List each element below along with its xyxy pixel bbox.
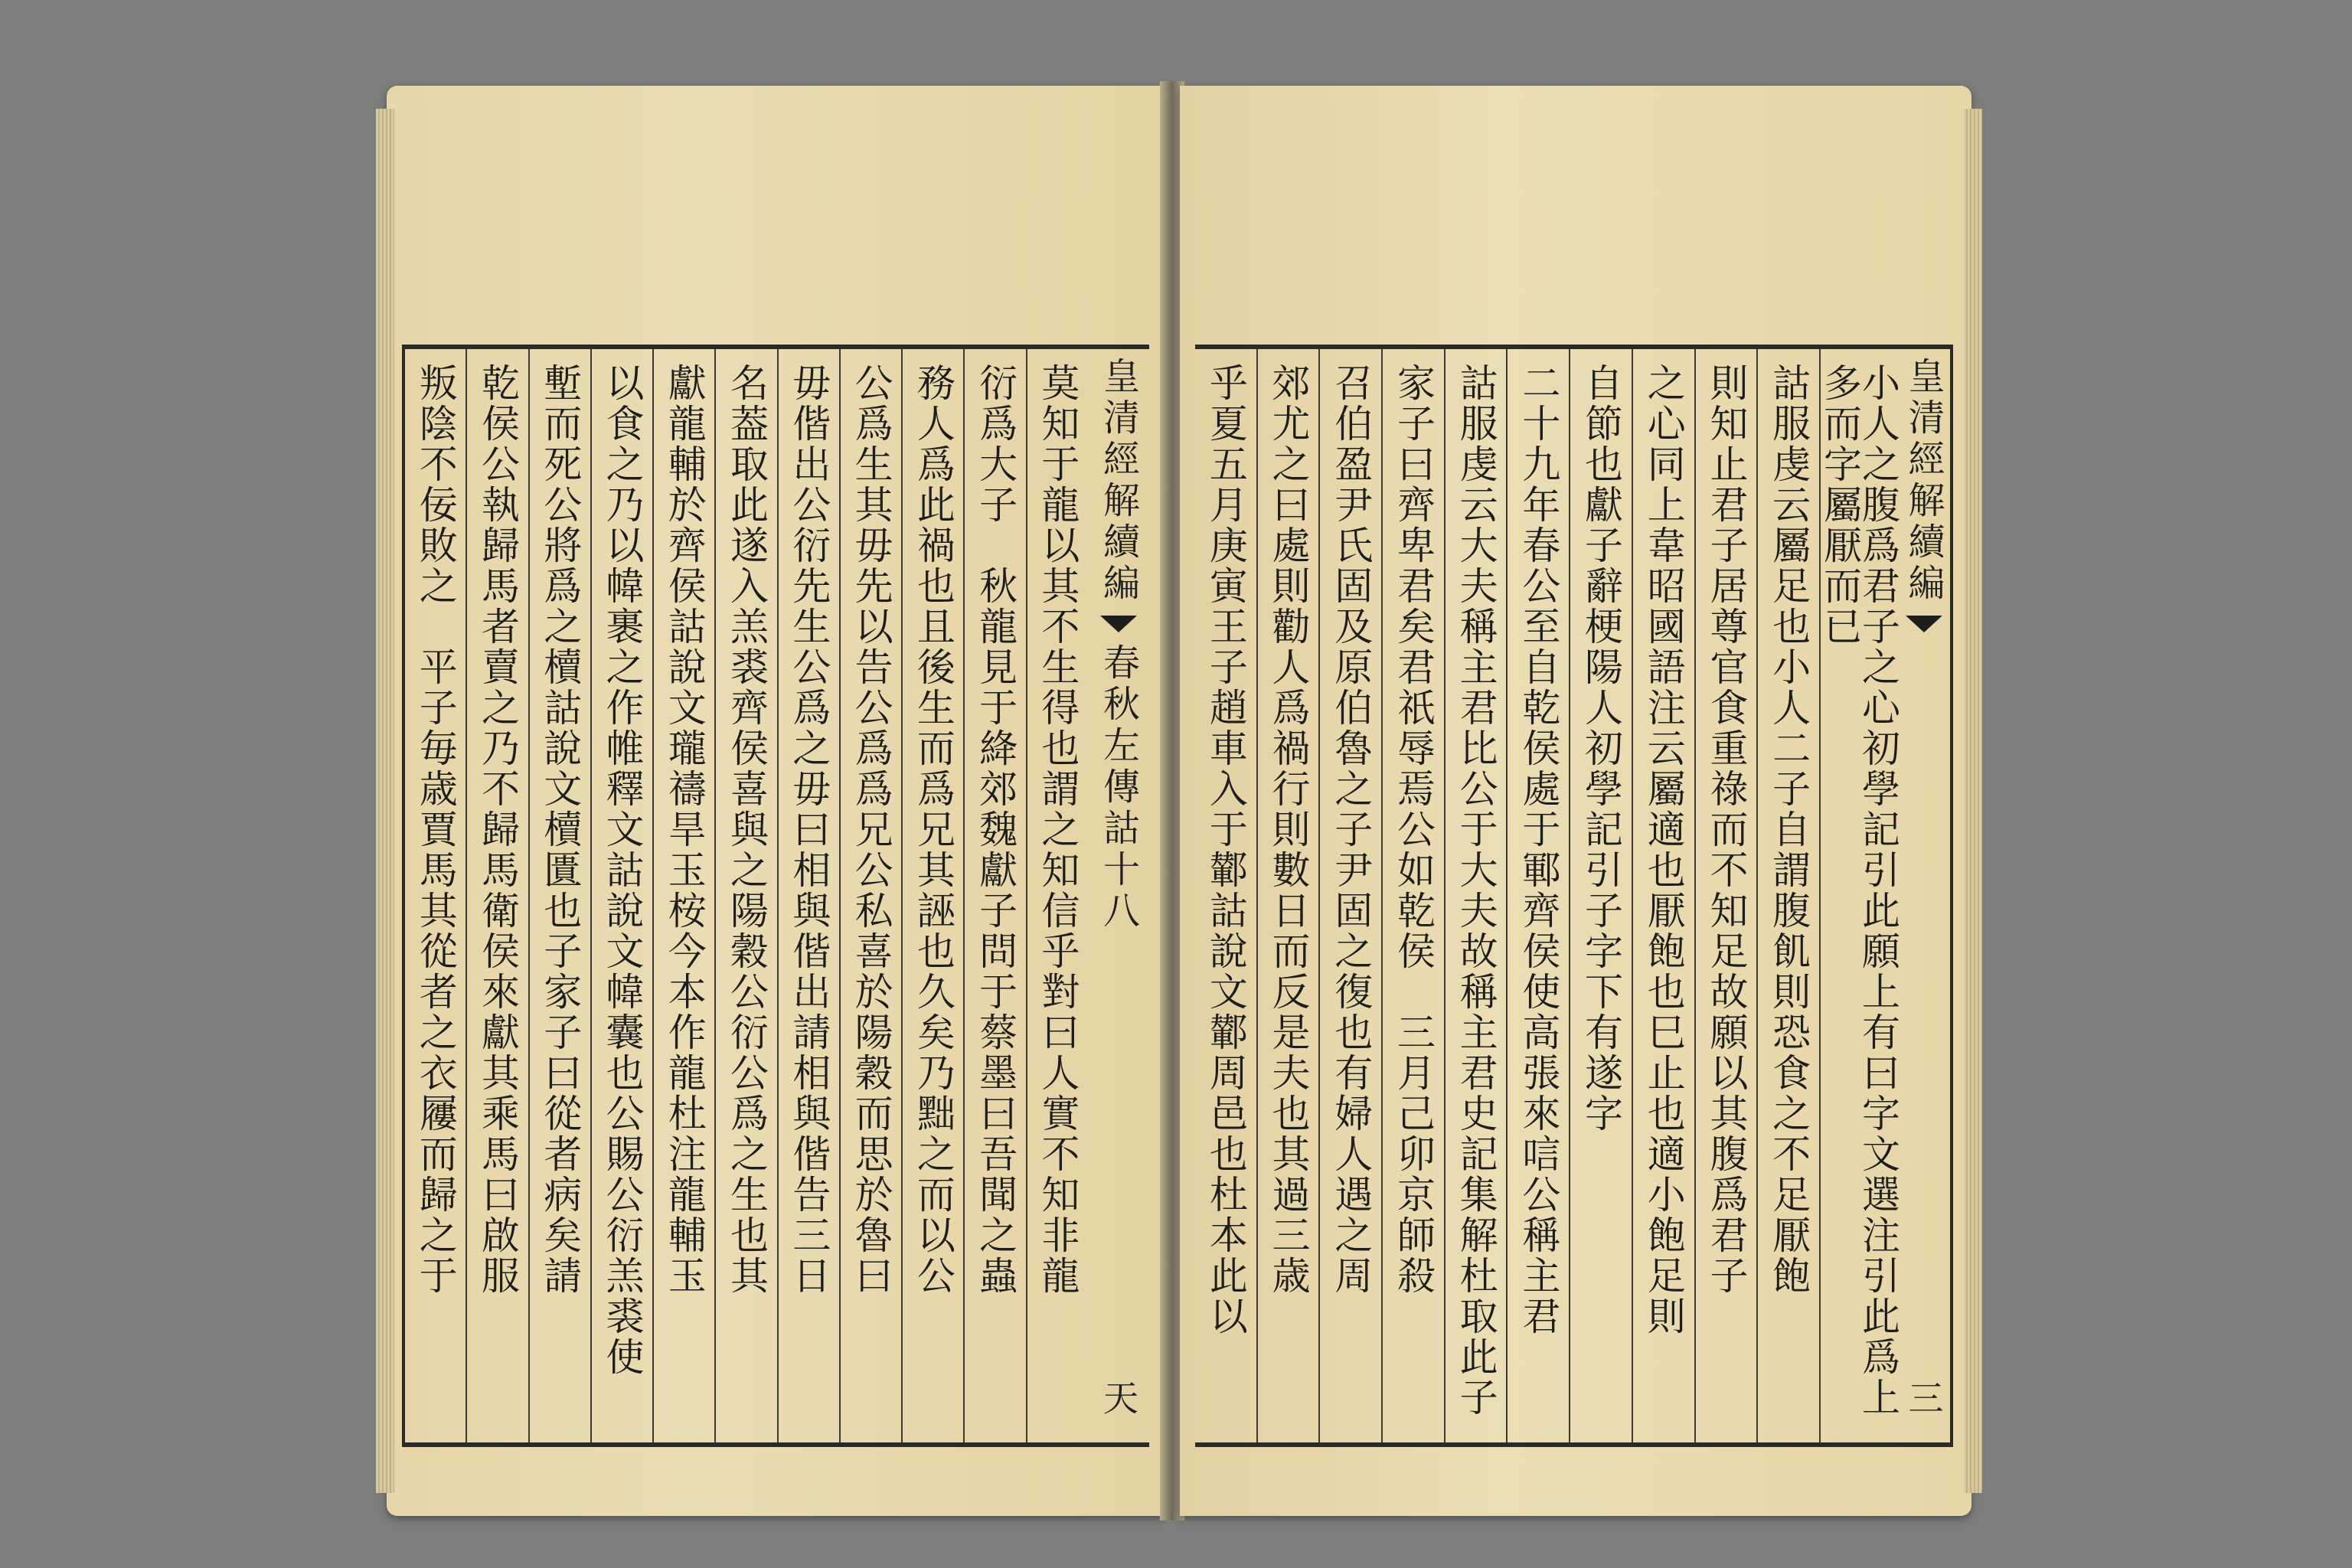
margin-title: 皇清經解續編 [1096, 357, 1140, 605]
text-column: 則知止君子居尊官食重祿而不知足故願以其腹爲君子 [1694, 349, 1757, 1442]
left-page-columns [405, 349, 1149, 1442]
text-column: 乎夏五月庚寅王子趙車入于鄻詁說文鄻周邑也杜本此以 [1203, 363, 1248, 1337]
open-book [387, 86, 1971, 1516]
text-column: 務人爲此禍也且後生而爲兄其誣也久矣乃黜之而以公 [901, 349, 963, 1442]
text-column: 乾侯公執歸馬者賣之乃不歸馬衛侯來獻其乘馬曰啟服 [466, 349, 528, 1442]
page-edges-right [1964, 109, 1982, 1493]
text-column: 莫知于龍以其不生得也謂之知信乎對曰人實不知非龍 [1026, 349, 1088, 1442]
fishtail-mark-icon [1100, 616, 1137, 632]
text-column: 塹而死公將爲之櫝詁說文櫝匱也子家子曰從者病矣請 [528, 349, 590, 1442]
text-column: 自節也獻子辭梗陽人初學記引子字下有遂字 [1569, 349, 1632, 1442]
leaf-number: 天 [1098, 1380, 1139, 1419]
margin-section: 春秋左傳詁十八 [1096, 643, 1140, 933]
text-column: 叛陰不佞敗之 平子毎歳賈馬其從者之衣屨而歸之于 [413, 363, 458, 1296]
text-column: 郊尤之曰處則勸人爲禍行則數日而反是夫也其過三歳 [1256, 349, 1319, 1442]
page-edges-left [376, 109, 394, 1493]
text-column: 詁服虔云屬足也小人二子自謂腹飢則恐食之不足厭飽 [1756, 349, 1819, 1442]
left-page-margin-column [1088, 349, 1149, 1442]
text-column: 召伯盈尹氏固及原伯魯之子尹固之復也有婦人遇之周 [1318, 349, 1381, 1442]
margin-title: 皇清經解續編 [1902, 357, 1945, 605]
right-page [1180, 86, 1971, 1516]
text-column: 以食之乃以幃裹之作帷釋文詁說文幃囊也公賜公衍羔裘使 [590, 349, 652, 1442]
text-column: 毋偕出公衍先生公爲之毋曰相與偕出請相與偕告三日 [777, 349, 839, 1442]
text-column: 家子曰齊卑君矣君祇辱焉公如乾侯 三月己卯京師殺 [1381, 349, 1444, 1442]
leaf-number: 三 [1903, 1380, 1945, 1419]
text-column: 二十九年春公至自乾侯處于鄆齊侯使高張來唁公稱主君 [1506, 349, 1569, 1442]
right-page-columns [1195, 349, 1950, 1442]
right-page-margin-column [1897, 349, 1950, 1442]
text-column: 名葢取此遂入羔裘齊侯喜與之陽穀公衍公爲之生也其 [714, 349, 776, 1442]
text-column: 詁服虔云大夫稱主君比公于大夫故稱主君史記集解杜取此子 [1444, 349, 1507, 1442]
text-column: 公爲生其毋先以告公爲爲兄公私喜於陽穀而思於魯曰 [839, 349, 901, 1442]
left-page-frame [402, 345, 1149, 1447]
fishtail-mark-icon [1906, 616, 1942, 632]
text-column: 衍爲大子 秋龍見于絳郊魏獻子問于蔡墨曰吾聞之蟲 [963, 349, 1025, 1442]
right-page-frame [1195, 345, 1953, 1447]
text-column: 獻龍輔於齊侯詁說文瓏禱旱玉桉今本作龍杜注龍輔玉 [652, 349, 714, 1442]
text-column: 之心同上韋昭國語注云屬適也厭飽也巳止也適小飽足則 [1632, 349, 1694, 1442]
text-column: 小人之腹爲君子之心初學記引此願上有曰字文選注引此爲上多而字屬厭而已 [1819, 349, 1897, 1442]
left-page [387, 86, 1165, 1516]
